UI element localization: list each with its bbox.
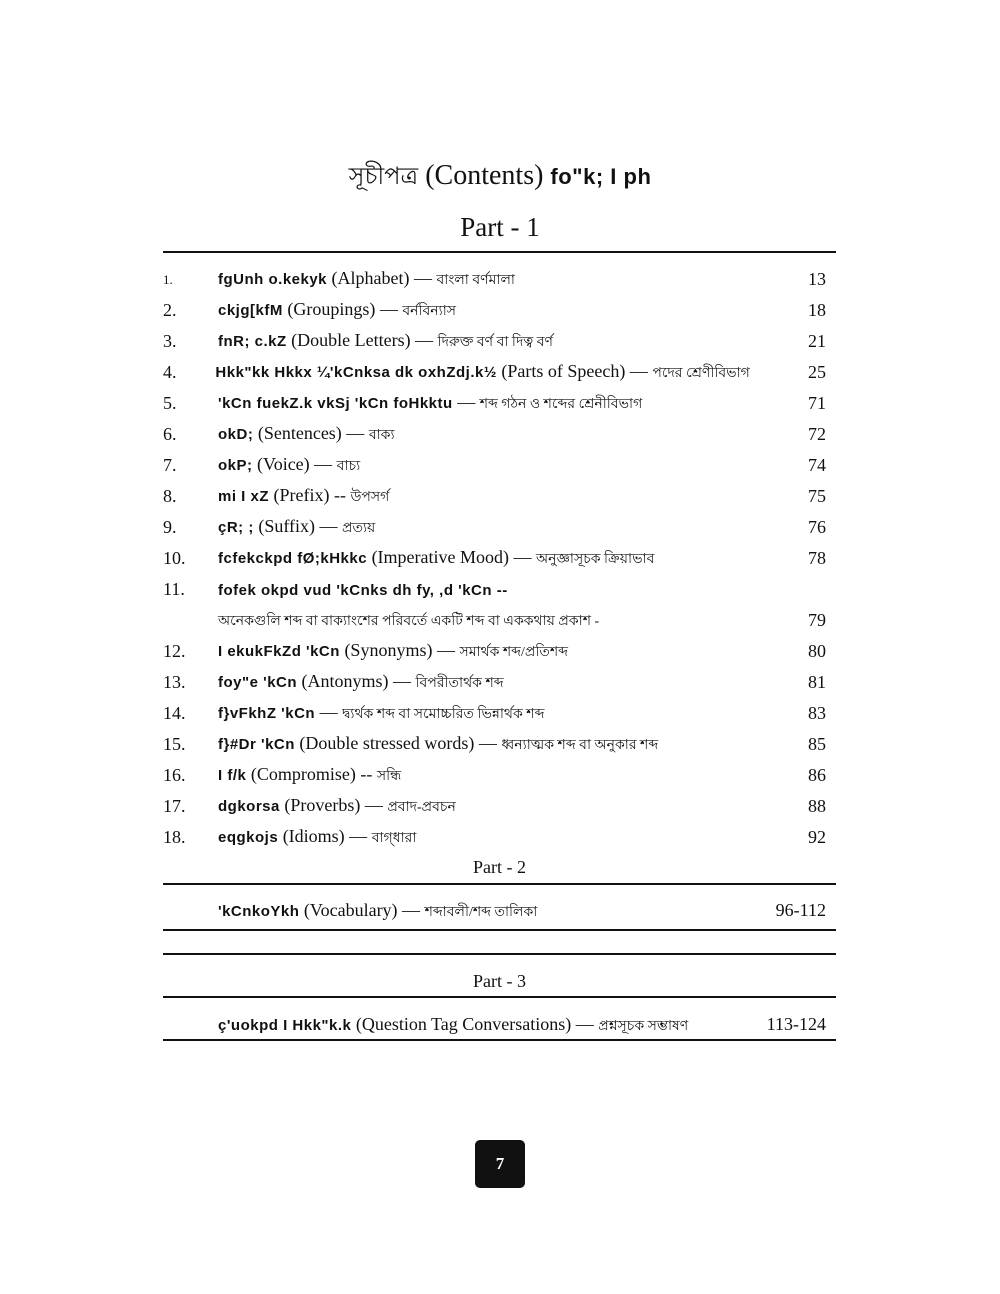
toc-entry[interactable] — [163, 357, 826, 388]
entry-bengali: পদের শ্রেণীবিভাগ — [652, 365, 750, 381]
divider — [163, 929, 836, 931]
entry-page: 21 — [808, 331, 826, 351]
entry-bengali: প্রবাদ-প্রবচন — [387, 799, 456, 815]
page-number: 7 — [475, 1140, 525, 1188]
entry-page: 72 — [808, 424, 826, 444]
entry-bengali: অনুজ্ঞাসূচক ক্রিয়াভাব — [536, 551, 655, 567]
entry-number: 5. — [163, 393, 177, 413]
entry-bengali: দিরুক্ত বর্ণ বা দিত্ব বর্ণ — [437, 334, 554, 350]
entry-english: (Idioms) — — [282, 825, 368, 846]
title-english: (Contents) — [425, 160, 544, 191]
entry-bengali: বিপরীতার্থক শব্দ — [415, 675, 504, 691]
entry-hindi: 'kCnkoYkh — [218, 903, 300, 920]
entry-hindi: çR; ; — [218, 518, 254, 536]
divider — [163, 953, 836, 955]
entry-hindi: f}vFkhZ 'kCn — [218, 704, 316, 722]
entry-page: 75 — [808, 486, 826, 506]
entry-hindi: okD; — [218, 425, 254, 443]
entry-hindi: foy"e 'kCn — [218, 673, 298, 691]
entry-bengali: বাগ্‌ধারা — [371, 830, 417, 846]
entry-english: (Imperative Mood) — — [371, 546, 532, 567]
toc-entry[interactable] — [163, 667, 826, 698]
entry-number: 4. — [163, 362, 177, 382]
entry-bengali: বাচ্য — [336, 458, 361, 474]
toc-entry[interactable] — [163, 822, 826, 853]
entry-number: 14. — [163, 703, 186, 723]
entry-number: 8. — [163, 486, 177, 506]
entry-number: 11. — [163, 579, 185, 599]
entry-hindi: fcfekckpd fØ;kHkkc — [218, 549, 368, 567]
entry-page: 92 — [808, 827, 826, 847]
entry-number: 12. — [163, 641, 186, 661]
entry-hindi: I f/k — [218, 766, 247, 784]
entry-number: 15. — [163, 734, 186, 754]
entry-page: 96-112 — [775, 900, 826, 920]
entry-bengali: দ্ব্যর্থক শব্দ বা সমোচ্চরিত ভিন্নার্থক শব্দ — [342, 706, 545, 722]
entry-page: 80 — [808, 641, 826, 661]
entry-bengali: উপসর্গ — [350, 489, 390, 505]
entry-number: 2. — [163, 300, 177, 320]
entry-number: 1. — [163, 271, 173, 287]
entry-page: 74 — [808, 455, 826, 475]
title-bengali: সূচীপত্র — [348, 164, 419, 190]
entry-page: 83 — [808, 703, 826, 723]
divider — [163, 883, 836, 885]
toc-entry[interactable] — [163, 264, 826, 295]
entry-english: (Prefix) -- — [273, 484, 346, 505]
toc-entry[interactable] — [163, 698, 826, 729]
toc-entry[interactable] — [163, 419, 826, 450]
entry-page: 76 — [808, 517, 826, 537]
entry-page: 85 — [808, 734, 826, 754]
entry-hindi: I ekukFkZd 'kCn — [218, 642, 340, 660]
entry-english: (Voice) — — [257, 453, 333, 474]
entry-hindi: 'kCn fuekZ.k vkSj 'kCn foHkktu — [218, 394, 453, 412]
entry-page: 25 — [808, 362, 826, 382]
entry-page: 79 — [808, 610, 826, 630]
entry-hindi: fgUnh o.kekyk — [218, 270, 328, 288]
entry-number: 17. — [163, 796, 186, 816]
entry-number: 3. — [163, 331, 177, 351]
entry-english: (Alphabet) — — [331, 267, 432, 288]
entry-hindi: fnR; c.kZ — [218, 332, 287, 350]
entry-number: 16. — [163, 765, 186, 785]
entry-english: (Proverbs) — — [284, 794, 383, 815]
entry-bengali: সমার্থক শব্দ/প্রতিশব্দ — [459, 644, 568, 660]
entry-english: (Parts of Speech) — — [501, 360, 648, 381]
entry-hindi: okP; — [218, 456, 253, 474]
entry-bengali: শব্দ গঠন ও শব্দের শ্রেনীবিভাগ — [479, 396, 643, 412]
entry-hindi: fofek okpd vud 'kCnks dh fy, ,d 'kCn -- — [218, 582, 508, 599]
entry-english: (Question Tag Conversations) — — [355, 1014, 594, 1034]
entry-number: 18. — [163, 827, 186, 847]
toc-entry[interactable] — [163, 512, 826, 543]
toc-entry-continuation[interactable] — [163, 605, 826, 636]
entry-bengali: ধ্বন্যাত্মক শব্দ বা অনুকার শব্দ — [501, 737, 659, 753]
entry-page: 78 — [808, 548, 826, 568]
entry-page: 113-124 — [766, 1014, 826, 1034]
entry-english: (Sentences) — — [257, 422, 365, 443]
entry-bengali: অনেকগুলি শব্দ বা বাক্যাংশের পরিবর্তে একটি শব্দ বা এককথায় প্রকাশ - — [218, 613, 600, 629]
entry-hindi: f}#Dr 'kCn — [218, 735, 295, 753]
divider — [163, 996, 836, 998]
page-title — [0, 158, 1000, 198]
toc-entry-vocabulary[interactable] — [218, 900, 826, 924]
entry-hindi: mi I xZ — [218, 487, 270, 505]
part2-heading: Part - 2 — [473, 857, 526, 877]
entry-number: 7. — [163, 455, 177, 475]
entry-hindi: ckjg[kfM — [218, 301, 283, 319]
entry-english: (Suffix) — — [258, 515, 338, 536]
entry-bengali: বাক্য — [368, 427, 395, 443]
entry-hindi: eqgkojs — [218, 828, 279, 846]
entry-english: (Groupings) — — [287, 298, 398, 319]
entry-english: (Antonyms) — — [301, 670, 412, 691]
entry-page: 71 — [808, 393, 826, 413]
toc-entry[interactable] — [163, 326, 826, 357]
divider — [163, 1039, 836, 1041]
entry-page: 13 — [808, 269, 826, 289]
toc-entry[interactable] — [163, 760, 826, 791]
entry-english: — — [319, 701, 338, 722]
part1-heading: Part - 1 — [460, 212, 540, 242]
entry-hindi: ç'uokpd I Hkk"k.k — [218, 1017, 352, 1034]
entry-bengali: শব্দাবলী/শব্দ তালিকা — [424, 905, 538, 920]
title-hindi: fo"k; I ph — [550, 164, 652, 189]
entry-page: 86 — [808, 765, 826, 785]
toc-entry[interactable] — [163, 450, 826, 481]
entry-number: 13. — [163, 672, 186, 692]
toc-entry[interactable] — [163, 481, 826, 512]
toc-entry[interactable] — [163, 729, 826, 760]
entry-bengali: বাংলা বর্ণমালা — [436, 272, 515, 288]
toc-entry[interactable] — [163, 543, 826, 574]
entry-english: (Synonyms) — — [344, 639, 455, 660]
entry-english: (Compromise) -- — [250, 763, 373, 784]
entry-page: 88 — [808, 796, 826, 816]
entry-english: — — [457, 391, 476, 412]
entry-hindi: dgkorsa — [218, 797, 280, 815]
toc-entry[interactable] — [163, 636, 826, 667]
toc-entry[interactable] — [163, 295, 826, 326]
contents-list — [163, 264, 826, 853]
toc-entry[interactable] — [163, 791, 826, 822]
entry-english: (Double Letters) — — [291, 329, 434, 350]
entry-page: 81 — [808, 672, 826, 692]
entry-hindi: Hkk"kk Hkkx ¼'kCnksa dk oxhZdj.k½ — [215, 363, 497, 381]
toc-entry-question-tag[interactable] — [218, 1014, 826, 1038]
entry-number: 6. — [163, 424, 177, 444]
toc-entry[interactable] — [163, 574, 826, 605]
entry-bengali: সন্ধি — [376, 768, 402, 784]
divider — [163, 251, 836, 253]
entry-english: (Vocabulary) — — [303, 900, 421, 920]
entry-bengali: প্রশ্নসূচক সম্ভাষণ — [598, 1019, 689, 1034]
toc-entry[interactable] — [163, 388, 826, 419]
part3-heading: Part - 3 — [473, 971, 526, 991]
entry-number: 10. — [163, 548, 186, 568]
entry-english: (Double stressed words) — — [299, 732, 497, 753]
entry-number: 9. — [163, 517, 177, 537]
entry-bengali: বর্নবিন্যাস — [402, 303, 457, 319]
entry-bengali: প্রত্যয় — [342, 520, 376, 536]
entry-page: 18 — [808, 300, 826, 320]
